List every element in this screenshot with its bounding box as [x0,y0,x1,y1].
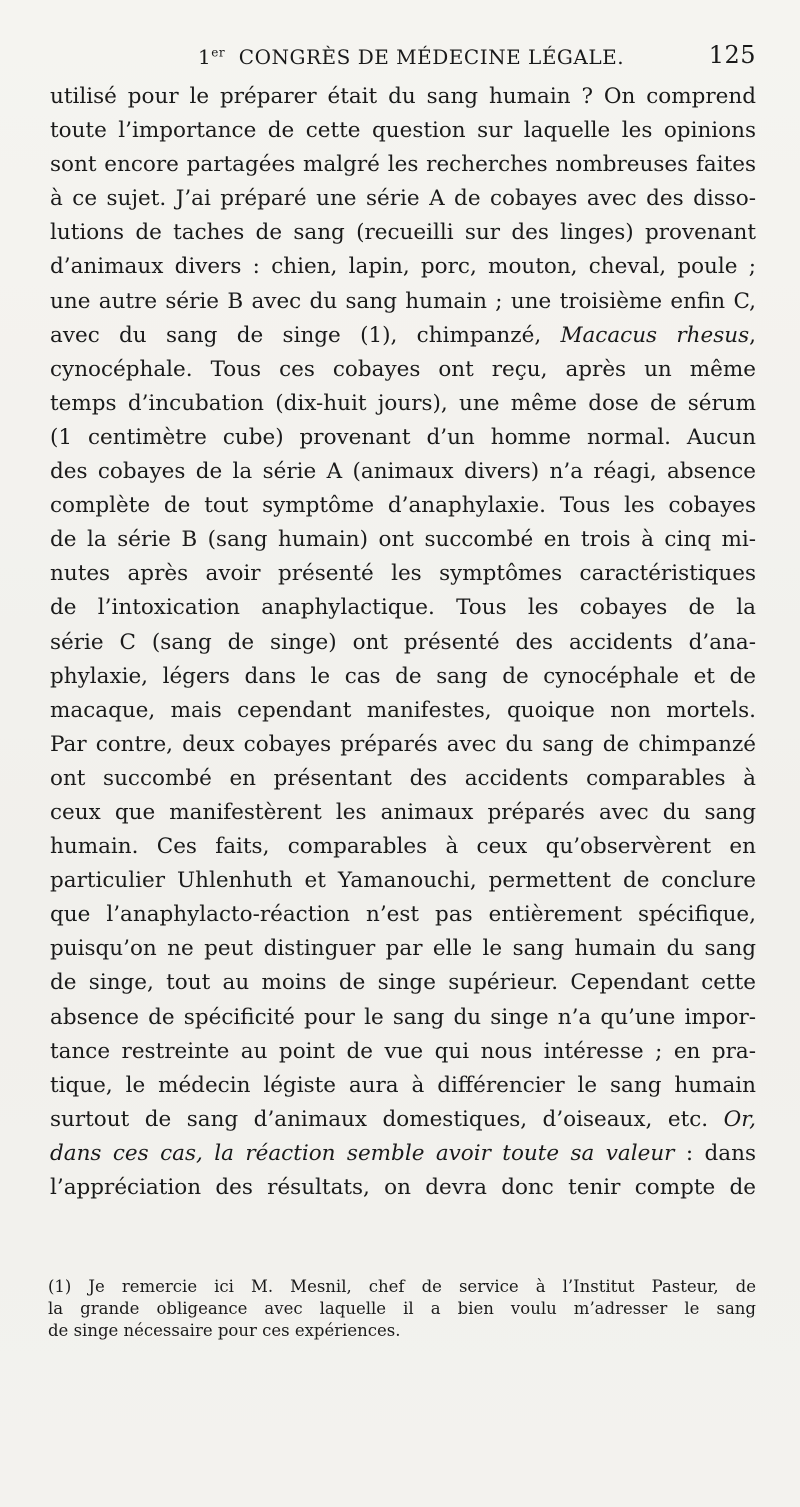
text-line: nutes après avoir présenté les symptômes caractéristiques [50,561,756,587]
footnote-line: la grande obligeance avec laquelle il a bien voulu m’adresser le sang [48,1299,756,1318]
footnote-line: (1) Je remercie ici M. Mesnil, chef de service à l’Institut Pasteur, de [48,1277,756,1296]
text-segment: avec du sang de singe (1), chimpanzé, [50,322,561,348]
text-line: phylaxie, légers dans le cas de sang de cynocéphale et de [50,663,756,689]
text-line: à ce sujet. J’ai préparé une série A de cobayes avec des disso- [50,186,756,212]
italic-species-name: Macacus rhesus [560,322,750,348]
text-line: particulier Uhlenhuth et Yamanouchi, permettent de conclure [50,868,756,894]
text-line [50,1137,756,1171]
text-line: cynocéphale. Tous ces cobayes ont reçu, après un même [50,356,756,382]
page-number: 125 [708,41,756,69]
body-text [50,80,756,1205]
text-line: de singe, tout au moins de singe supérieur. Cependant cette [50,970,756,996]
text-line: une autre série B avec du sang humain ; une troisième enfin C, [50,288,756,314]
text-line: sont encore partagées malgré les recherches nombreuses faites [50,152,756,178]
text-line: ceux que manifestèrent les animaux préparés avec du sang [50,799,756,825]
ordinal-suffix: er [211,45,226,60]
running-title-text: CONGRÈS DE MÉDECINE LÉGALE. [238,45,625,69]
text-line: humain. Ces faits, comparables à ceux qu’observèrent en [50,834,756,860]
text-line: toute l’importance de cette question sur laquelle les opinions [50,118,756,144]
italic-text: Or, [723,1106,756,1132]
text-line: série C (sang de singe) ont présenté des accidents d’ana- [50,629,756,655]
running-title [198,45,624,69]
text-line: de l’intoxication anaphylactique. Tous les cobayes de la [50,595,756,621]
ordinal-number: 1 [198,45,212,69]
footnote [48,1276,756,1342]
text-line: temps d’incubation (dix-huit jours), une même dose de sérum [50,390,756,416]
text-line: l’appréciation des résultats, on devra donc tenir compte de [50,1175,756,1200]
text-line: macaque, mais cependant manifestes, quoique non mortels. [50,697,756,723]
text-line: des cobayes de la série A (animaux divers) n’a réagi, absence [50,459,756,485]
text-line: absence de spécificité pour le sang du singe n’a qu’une impor- [50,1004,756,1030]
italic-text: dans ces cas, la réaction semble avoir toute sa valeur [50,1140,675,1166]
text-segment: surtout de sang d’animaux domestiques, d’oiseaux, etc. [50,1106,724,1132]
text-line: complète de tout symptôme d’anaphylaxie. Tous les cobayes [50,493,756,519]
text-line: que l’anaphylacto-réaction n’est pas entièrement spécifique, [50,902,756,928]
text-line [50,319,756,353]
text-line: ont succombé en présentant des accidents comparables à [50,765,756,791]
text-line: puisqu’on ne peut distinguer par elle le sang humain du sang [50,936,756,962]
text-line [50,1103,756,1137]
footnote-line: de singe nécessaire pour ces expériences. [48,1321,401,1340]
text-line: tique, le médecin légiste aura à différencier le sang humain [50,1072,756,1098]
text-line: utilisé pour le préparer était du sang humain ? On comprend [50,84,756,109]
text-line: d’animaux divers : chien, lapin, porc, mouton, cheval, poule ; [50,254,756,280]
text-segment: : dans [674,1140,756,1166]
text-line: (1 centimètre cube) provenant d’un homme normal. Aucun [50,424,756,450]
text-line: de la série B (sang humain) ont succombé en trois à cinq mi- [50,527,756,553]
text-line: lutions de taches de sang (recueilli sur des linges) provenant [50,220,756,246]
running-head [50,41,756,73]
text-segment: , [749,322,756,348]
text-line: Par contre, deux cobayes préparés avec du sang de chimpanzé [50,731,756,757]
text-line: tance restreinte au point de vue qui nous intéresse ; en pra- [50,1038,756,1064]
